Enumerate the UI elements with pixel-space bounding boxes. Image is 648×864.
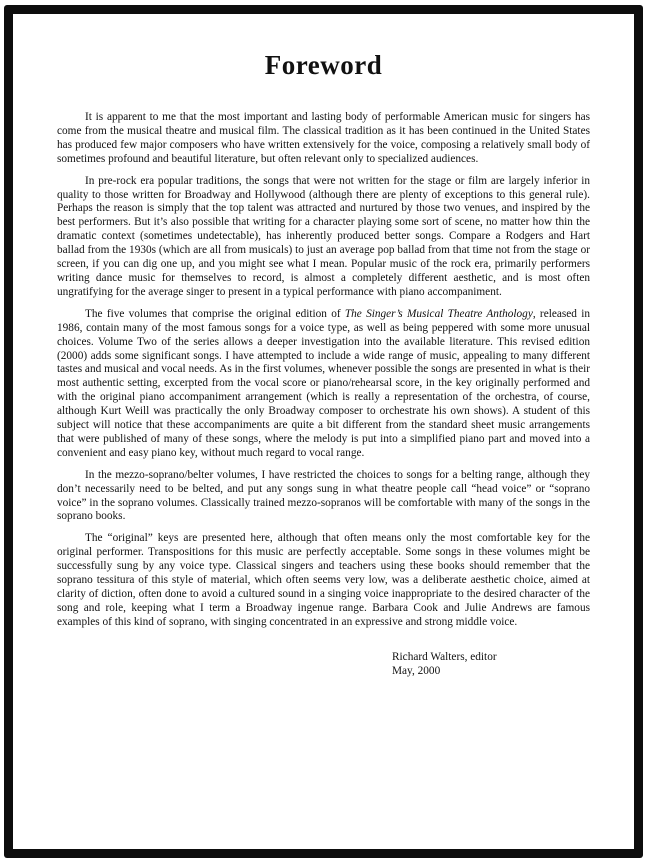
paragraph-3-text-before: The five volumes that comprise the original edition of bbox=[85, 307, 345, 320]
paragraph-2: In pre-rock era popular traditions, the songs that were not written for the stage or film are largely inferior in quality to those written for Broadway and Hollywood (although there are plenty of exceptions to this general rule). Perhaps the reason is simply that the top talent was attracted and nurtured by those two venues, and inspired by the best performers. But it’s also possible that writing for a character playing some sort of scene, no matter how thin the dramatic context (sometimes undetectable), has inherently produced better songs. Compare a Rodgers and Hart ballad from the 1930s (which are all from musicals) to just an average pop ballad from that time not from the stage or screen, if you can dig one up, and you might see what I mean. Popular music of the rock era, primarily performers writing dance music for themselves to record, is almost a completely different aesthetic, and is most often ungratifying for the average singer to present in a typical performance with piano accompaniment. bbox=[57, 174, 590, 298]
paragraph-3-text-after: , released in 1986, contain many of the most famous songs for a voice type, as well as being peppered with some more unusual choices. Volume Two of the series allows a deeper investigation into the available literature. This revised edition (2000) adds some significant songs. I have attempted to include a wide range of music, appealing to many different tastes and musical and vocal needs. As in the first volumes, whenever possible the songs are presented in what is their most authentic setting, excerpted from the vocal score or piano/rehearsal score, in the key originally performed and with the original piano accompaniment arrangement (which is really a representation of the orchestra, of course, although Kurt Weill was practically the only Broadway composer to orchestrate his own shows). A student of this subject will notice that these accompaniments are quite a bit different from the standard sheet music arrangements that were published of many of these songs, where the melody is put into a simplified piano part and moved into a convenient and easy piano key, without much regard to vocal range. bbox=[57, 307, 590, 459]
paragraph-3 bbox=[57, 308, 590, 461]
signature-date: May, 2000 bbox=[392, 665, 441, 678]
book-title-italic: The Singer’s Musical Theatre Anthology bbox=[344, 307, 533, 320]
body-text bbox=[57, 111, 590, 630]
paragraph-4: In the mezzo-soprano/belter volumes, I have restricted the choices to songs for a belting range, although they don’t necessarily need to be belted, and put any songs sung in what theatre people call “head voice” or “soprano voice” in the soprano volumes. Classically trained mezzo-sopranos will be comfortable with many of the songs in the soprano books. bbox=[57, 468, 590, 523]
page-title: Foreword bbox=[264, 50, 383, 80]
signature-name: Richard Walters, editor bbox=[392, 650, 497, 663]
foreword-page bbox=[13, 14, 634, 849]
paragraph-1: It is apparent to me that the most important and lasting body of performable American music for singers has come from the musical theatre and musical film. The classical tradition as it has been continued in the United States has produced few major composers who have written extensively for the voice, composing a relatively small body of sometimes profound and beautiful literature, but often relevant only to specialized audiences. bbox=[57, 111, 590, 165]
signature-block bbox=[392, 650, 590, 679]
scan-border bbox=[4, 5, 643, 858]
paragraph-5: The “original” keys are presented here, although that often means only the most comfortable key for the original performer. Transpositions for this music are perfectly acceptable. Some songs in these volumes might be successfully sung by any voice type. Classical singers and teachers using these books should remember that the soprano tessitura of this style of material, which often seems very low, was a deliberate aesthetic choice, aimed at clarity of diction, often done to avoid a cultured sound in a singing voice inappropriate to the desired character of the song and role, keeping what I term a Broadway ingenue range. Barbara Cook and Julie Andrews are famous examples of this kind of soprano, with singing concentrated in an expressive and strong middle voice. bbox=[57, 532, 590, 628]
